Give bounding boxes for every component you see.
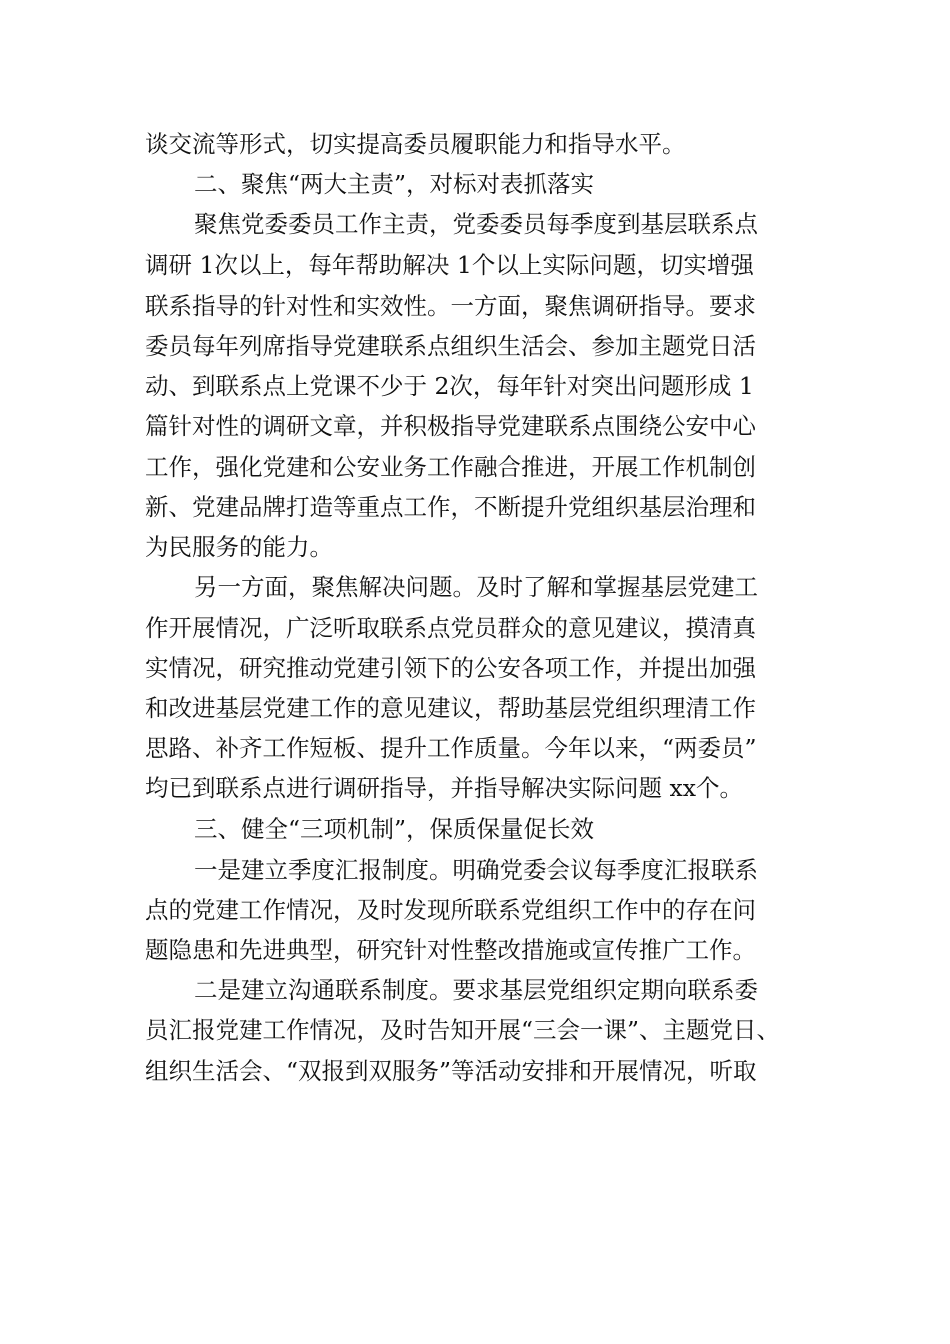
paragraph-line: 均已到联系点进行调研指导，并指导解决实际问题 xx个。 <box>145 774 743 802</box>
paragraph-line: 组织生活会、“双报到双服务”等活动安排和开展情况，听取 <box>145 1057 757 1085</box>
paragraph-line: 一是建立季度汇报制度。明确党委会议每季度汇报联系 <box>194 856 758 884</box>
paragraph-line: 委员每年列席指导党建联系点组织生活会、参加主题党日活 <box>145 332 756 360</box>
paragraph-line: 为民服务的能力。 <box>145 533 333 561</box>
paragraph-line: 和改进基层党建工作的意见建议，帮助基层党组织理清工作 <box>145 694 756 722</box>
paragraph-line: 作开展情况，广泛听取联系点党员群众的意见建议，摸清真 <box>145 614 756 642</box>
paragraph-line: 二是建立沟通联系制度。要求基层党组织定期向联系委 <box>194 976 758 1004</box>
section-heading: 三、健全“三项机制”，保质保量促长效 <box>194 815 595 843</box>
paragraph-line: 篇针对性的调研文章，并积极指导党建联系点围绕公安中心 <box>145 412 756 440</box>
paragraph-line: 工作，强化党建和公安业务工作融合推进，开展工作机制创 <box>145 453 756 481</box>
paragraph-line: 聚焦党委委员工作主责，党委委员每季度到基层联系点 <box>194 210 758 238</box>
paragraph-line: 思路、补齐工作短板、提升工作质量。今年以来，“两委员” <box>145 734 757 762</box>
paragraph-line: 联系指导的针对性和实效性。一方面，聚焦调研指导。要求 <box>145 292 756 320</box>
paragraph-line: 动、到联系点上党课不少于 2次，每年针对突出问题形成 1 <box>145 372 754 400</box>
paragraph-line: 员汇报党建工作情况，及时告知开展“三会一课”、主题党日、 <box>145 1016 781 1044</box>
paragraph-line: 调研 1次以上，每年帮助解决 1个以上实际问题，切实增强 <box>145 251 754 279</box>
paragraph-line: 另一方面，聚焦解决问题。及时了解和掌握基层党建工 <box>194 573 758 601</box>
paragraph-line: 点的党建工作情况，及时发现所联系党组织工作中的存在问 <box>145 896 756 924</box>
paragraph-line: 新、党建品牌打造等重点工作，不断提升党组织基层治理和 <box>145 493 756 521</box>
paragraph-line: 谈交流等形式，切实提高委员履职能力和指导水平。 <box>145 130 686 158</box>
section-heading: 二、聚焦“两大主责”，对标对表抓落实 <box>194 170 595 198</box>
paragraph-line: 实情况，研究推动党建引领下的公安各项工作，并提出加强 <box>145 654 756 682</box>
paragraph-line: 题隐患和先进典型，研究针对性整改措施或宣传推广工作。 <box>145 936 756 964</box>
